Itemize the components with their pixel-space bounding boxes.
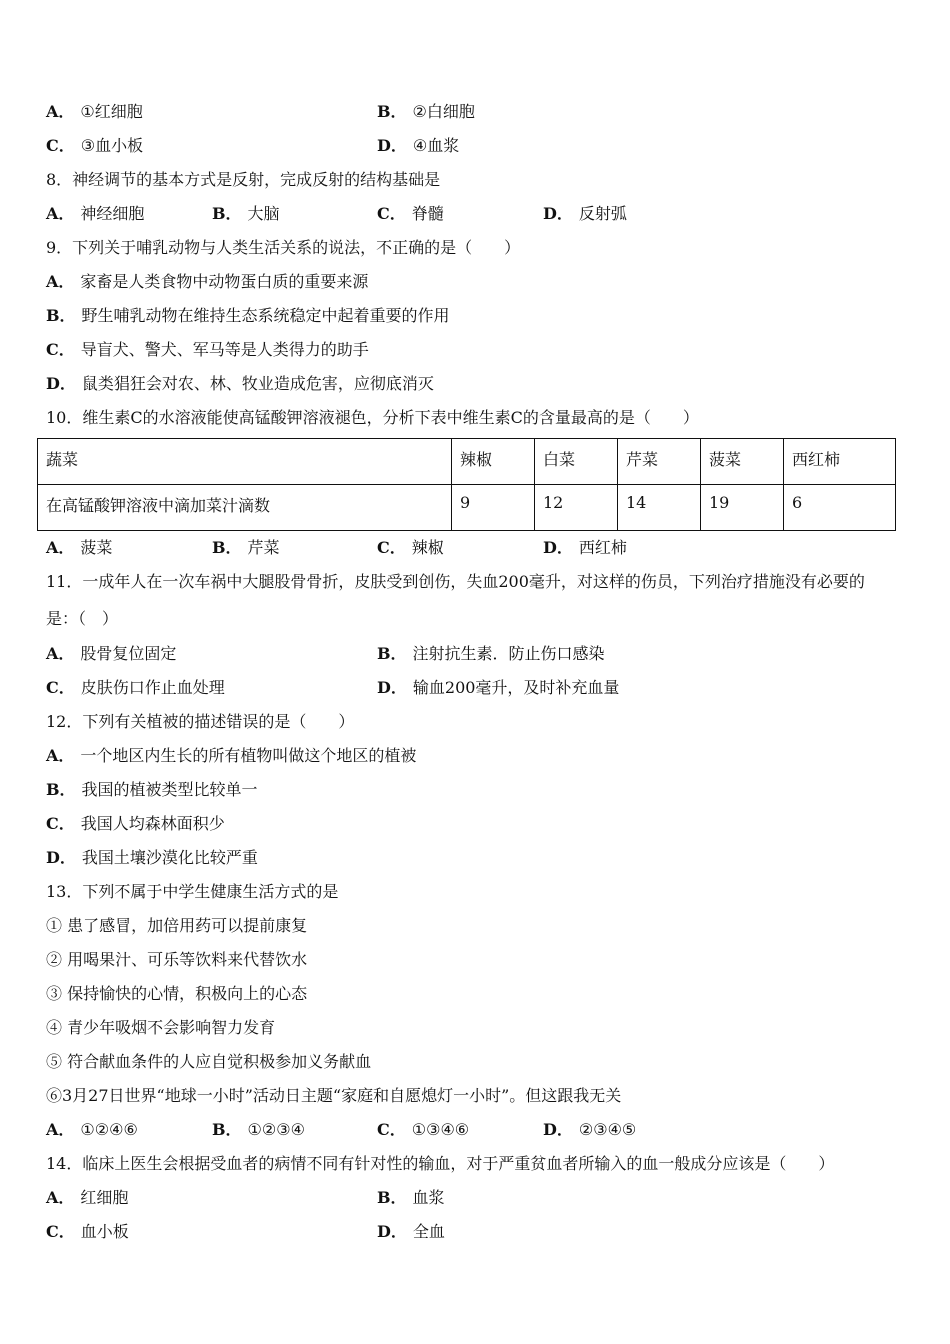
table-row [38,485,896,531]
table-cell: 白菜 [535,439,618,485]
q8-option-b[interactable]: B． 大脑 [212,204,280,223]
table-cell: 菠菜 [701,439,784,485]
q8-option-a[interactable]: A． 神经细胞 [46,204,145,223]
q7-option-a[interactable]: A． ①红细胞 [46,102,143,121]
q7-option-c[interactable]: C． ③血小板 [46,136,144,155]
q11-option-a[interactable]: A． 股骨复位固定 [46,644,177,663]
table-cell: 9 [452,485,535,531]
q8-stem: 8．神经调节的基本方式是反射，完成反射的结构基础是 [46,170,441,189]
q14-option-d[interactable]: D． 全血 [377,1222,445,1241]
q10-stem: 10．维生素C的水溶液能使高锰酸钾溶液褪色，分析下表中维生素C的含量最高的是（ ） [46,408,699,427]
q8-option-d[interactable]: D． 反射弧 [543,204,627,223]
q11-option-c[interactable]: C． 皮肤伤口作止血处理 [46,678,225,697]
q13-item: ② 用喝果汁、可乐等饮料来代替饮水 [46,950,308,969]
q13-item: ① 患了感冒，加倍用药可以提前康复 [46,916,308,935]
q7-option-d[interactable]: D． ④血浆 [377,136,460,155]
table-cell: 蔬菜 [38,439,452,485]
q14-stem: 14．临床上医生会根据受血者的病情不同有针对性的输血，对于严重贫血者所输入的血一般成分应该是（ ） [46,1154,835,1173]
q9-option-d[interactable]: D． 鼠类猖狂会对农、林、牧业造成危害，应彻底消灭 [46,374,434,393]
q13-option-c[interactable]: C． ①③④⑥ [377,1120,470,1139]
q12-stem: 12．下列有关植被的描述错误的是（ ） [46,712,355,731]
q9-stem: 9．下列关于哺乳动物与人类生活关系的说法，不正确的是（ ） [46,238,521,257]
q9-option-c[interactable]: C． 导盲犬、警犬、军马等是人类得力的助手 [46,340,369,359]
q14-option-a[interactable]: A． 红细胞 [46,1188,129,1207]
q13-option-b[interactable]: B． ①②③④ [212,1120,305,1139]
q10-option-a[interactable]: A． 菠菜 [46,538,113,557]
q10-option-c[interactable]: C． 辣椒 [377,538,444,557]
q11-stem-line1: 11．一成年人在一次车祸中大腿股骨骨折，皮肤受到创伤，失血200毫升，对这样的伤员，下列治疗措施没有必要的 [46,572,865,591]
q12-option-d[interactable]: D． 我国土壤沙漠化比较严重 [46,848,258,867]
q13-item: ③ 保持愉快的心情，积极向上的心态 [46,984,308,1003]
table-header-row [38,439,896,485]
q13-option-a[interactable]: A． ①②④⑥ [46,1120,138,1139]
q14-option-b[interactable]: B． 血浆 [377,1188,445,1207]
q11-option-d[interactable]: D． 输血200毫升，及时补充血量 [377,678,620,697]
table-cell: 在高锰酸钾溶液中滴加菜汁滴数 [38,485,452,531]
q13-item: ⑥3月27日世界“地球一小时”活动日主题“家庭和自愿熄灯一小时”。但这跟我无关 [46,1086,622,1105]
table-cell: 西红柿 [784,439,896,485]
q12-option-c[interactable]: C． 我国人均森林面积少 [46,814,225,833]
q11-option-b[interactable]: B． 注射抗生素．防止伤口感染 [377,644,605,663]
table-cell: 辣椒 [452,439,535,485]
q13-item: ④ 青少年吸烟不会影响智力发育 [46,1018,276,1037]
q10-option-d[interactable]: D． 西红柿 [543,538,627,557]
vitamin-c-table [37,438,896,531]
table-cell: 6 [784,485,896,531]
q13-item: ⑤ 符合献血条件的人应自觉积极参加义务献血 [46,1052,372,1071]
q11-stem-line2: 是：（ ） [46,609,119,628]
q12-option-a[interactable]: A． 一个地区内生长的所有植物叫做这个地区的植被 [46,746,417,765]
table-cell: 芹菜 [618,439,701,485]
q13-stem: 13．下列不属于中学生健康生活方式的是 [46,882,339,901]
q9-option-b[interactable]: B． 野生哺乳动物在维持生态系统稳定中起着重要的作用 [46,306,450,325]
q7-option-b[interactable]: B． ②白细胞 [377,102,475,121]
table-cell: 14 [618,485,701,531]
q14-option-c[interactable]: C． 血小板 [46,1222,129,1241]
q10-option-b[interactable]: B． 芹菜 [212,538,280,557]
table-cell: 19 [701,485,784,531]
table-cell: 12 [535,485,618,531]
q9-option-a[interactable]: A． 家畜是人类食物中动物蛋白质的重要来源 [46,272,369,291]
q12-option-b[interactable]: B． 我国的植被类型比较单一 [46,780,258,799]
q13-option-d[interactable]: D． ②③④⑤ [543,1120,637,1139]
q8-option-c[interactable]: C． 脊髓 [377,204,444,223]
